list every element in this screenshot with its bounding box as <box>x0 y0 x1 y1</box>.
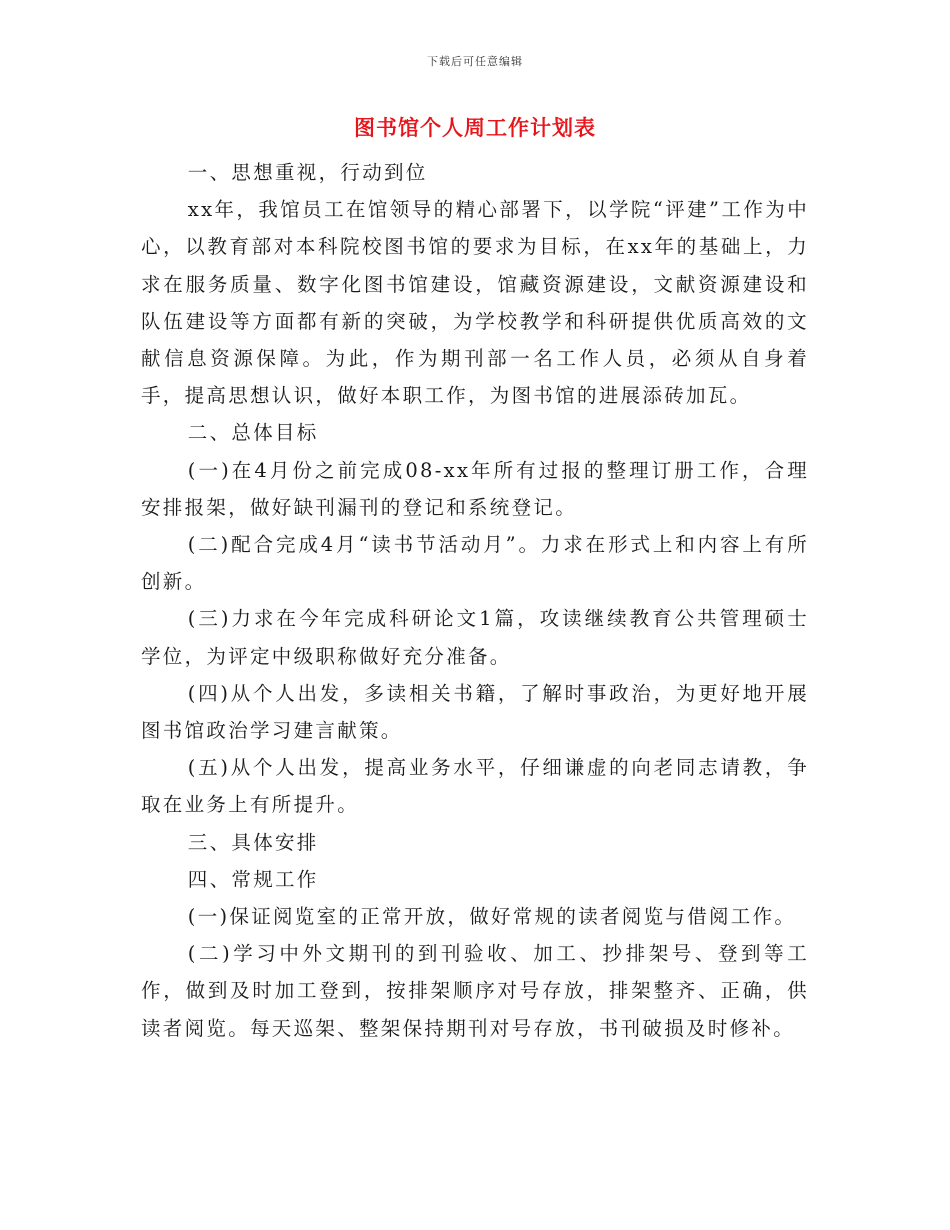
document-body <box>141 154 809 1047</box>
goal-item-5: (五)从个人出发，提高业务水平，仔细谦虚的向老同志请教，争取在业务上有所提升。 <box>141 756 809 817</box>
routine-item-1: (一)保证阅览室的正常开放，做好常规的读者阅览与借阅工作。 <box>187 905 797 929</box>
goal-item-2: (二)配合完成4月“读书节活动月”。力求在形式上和内容上有所创新。 <box>141 533 809 594</box>
section-heading-2: 二、总体目标 <box>187 421 319 445</box>
document-title: 图书馆个人周工作计划表 <box>354 115 596 140</box>
section-heading-3: 三、具体安排 <box>187 830 319 854</box>
header-note: 下载后可任意编辑 <box>427 55 523 68</box>
section-heading-4: 四、常规工作 <box>187 867 319 891</box>
section-heading-1: 一、思想重视，行动到位 <box>187 161 428 184</box>
routine-item-2: (二)学习中外文期刊的到刊验收、加工、抄排架号、登到等工作，做到及时加工登到，按排架顺序对号存放，排架整齐、正确，供读者阅览。每天巡架、整架保持期刊对号存放，书刊破损及时修补。 <box>141 942 809 1040</box>
goal-item-1: (一)在4月份之前完成08-xx年所有过报的整理订册工作，合理安排报架，做好缺刊漏刊的登记和系统登记。 <box>141 458 809 519</box>
goal-item-4: (四)从个人出发，多读相关书籍，了解时事政治，为更好地开展图书馆政治学习建言献策。 <box>141 681 809 743</box>
goal-item-3: (三)力求在今年完成科研论文1篇，攻读继续教育公共管理硕士学位，为评定中级职称做好充分准备。 <box>141 607 809 668</box>
paragraph-intro: xx年，我馆员工在馆领导的精心部署下，以学院“评建”工作为中心，以教育部对本科院校图书馆的要求为目标，在xx年的基础上，力求在服务质量、数字化图书馆建设，馆藏资源建设，文献资源建设和队伍建设等方面都有新的突破，为学校教学和科研提供优质高效的文献信息资源保障。为此，作为期刊部一名工作人员，必须从自身着手，提高思想认识，做好本职工作，为图书馆的进展添砖加瓦。 <box>141 198 809 408</box>
